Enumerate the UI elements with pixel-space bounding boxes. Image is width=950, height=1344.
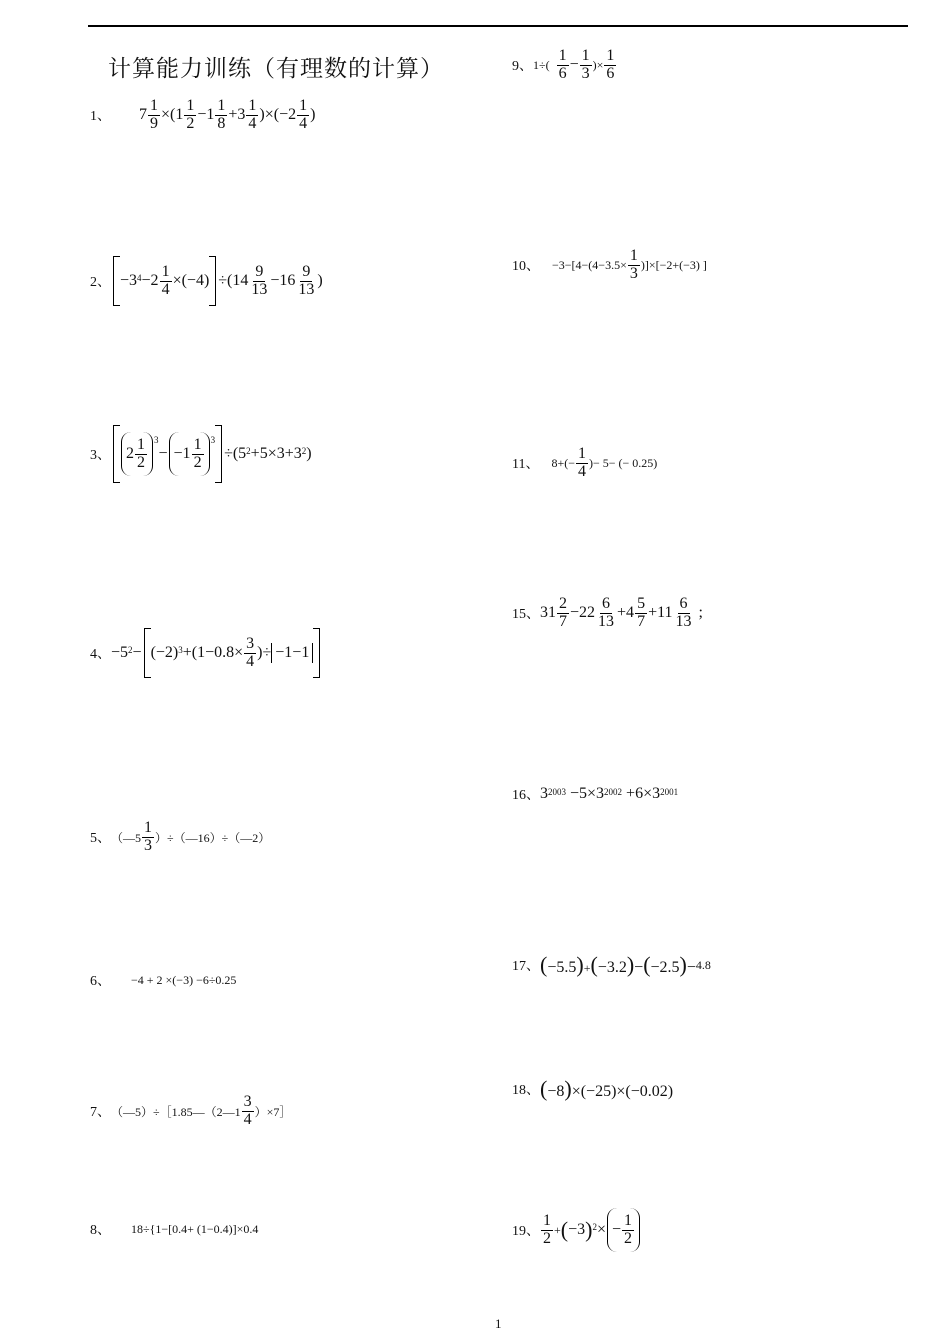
problem-number: 16、 [512,788,540,803]
problem-18 [512,1076,673,1102]
fraction: $\frac{1}{6}$ [606,47,615,82]
expression: −4 + 2 ×(−3) −6÷0.25 [131,972,237,987]
expression: −3 4 −2 $\frac{1}{4}$ ×(−4) ÷(14 $\frac{9}{13}$ −16 $\frac{9}{13}$ ) [111,256,323,306]
expression-part-b: )− 5− (− 0.25) [589,455,658,470]
page-title: 计算能力训练（有理数的计算） [108,56,444,81]
problem-3 [90,425,312,483]
problem-19 [512,1208,641,1252]
problem-number: 1、 [90,109,111,125]
problem-2 [90,256,323,306]
top-rule [88,25,908,27]
expression-part-a: （—5 [111,830,142,845]
expression: 7 $\frac{1}{9}$ ×(1 $\frac{1}{2}$ −1 $\frac{1}{8}$ +3 $\frac{1}{4}$ )×(−2 $\frac{1}{4}$ ) [139,97,316,132]
expression: 32003 −5×32002 +6×32001 [540,785,679,802]
expression-part-b: )× [592,57,604,72]
problem-11 [512,446,657,481]
problem-10 [512,248,707,283]
problem-number: 6、 [90,974,111,989]
problem-number: 3、 [90,448,111,463]
expression-part-b: ）×7］ [254,1104,292,1119]
expression: 31 $\frac{2}{7}$ −22 $\frac{6}{13}$ +4 $\frac{5}{7}$ +11 $\frac{6}{13}$ ; [540,595,703,630]
expression-part-b: ）÷（—16）÷（—2） [155,830,271,845]
fraction: $\frac{1}{3}$ [144,819,153,854]
problem-number: 19、 [512,1224,540,1239]
problem-number: 15、 [512,607,540,623]
problem-number: 10、 [512,259,540,275]
problem-number: 8、 [90,1223,111,1238]
expression-part-a: −3−[4−(4−3.5× [552,257,627,272]
fraction: $\frac{1}{4}$ [578,445,587,480]
problem-number: 9、 [512,59,533,75]
problem-number: 11、 [512,457,540,473]
expression-part-a: （—5）÷［1.85—（2—1 [111,1104,241,1119]
problem-number: 5、 [90,831,111,847]
expression: (−8)×(−25)×(−0.02) [540,1076,674,1101]
problem-number: 4、 [90,647,111,662]
problem-number: 17、 [512,959,540,974]
fraction: $\frac{1}{6}$ [558,47,567,82]
problem-number: 7、 [90,1105,111,1121]
problem-1 [90,98,315,133]
page-number: 1 [495,1316,502,1331]
problem-15 [512,596,703,631]
expression: $\frac{1}{2}$ + ( −3 ) 2 × − $\frac{1}{2}$ [540,1208,641,1252]
fraction: $\frac{3}{4}$ [243,1093,252,1128]
problem-8 [90,1219,258,1239]
problem-number: 18、 [512,1083,540,1098]
expression-part-a: 1÷( [533,57,550,72]
expression-tail: 4.8 [695,957,711,972]
expression: 2 $\frac{1}{2}$ 3 − −1 $\frac{1}{2}$ 3 ÷(5 2 +5×3+3 2 ) [111,425,312,483]
problem-17 [512,952,711,978]
fraction: $\frac{1}{3}$ [629,247,638,282]
problem-9: 9、 1÷( $\frac{1}{6}$ − $\frac{1}{3}$ )× $\frac{1}{6}$ [512,47,615,82]
problem-6 [90,970,236,990]
expression-part-a: 8+(− [551,455,576,470]
problem-4 [90,628,322,678]
expression: 18÷{1−[0.4+ (1−0.4)]×0.4 [131,1221,259,1236]
fraction: $\frac{1}{3}$ [581,47,590,82]
expression-part-b: )]×[−2+(−3) ] [640,257,707,272]
expression: −5 2 − (−2) 3 +(1−0.8× $\frac{3}{4}$ )÷ −1−1 [111,628,322,678]
problem-5 [90,820,270,855]
expression: (−5.5)+(−3.2)−(−2.5)− [540,952,696,977]
problem-16 [512,784,678,804]
problem-7 [90,1094,291,1129]
problem-number: 2、 [90,275,111,290]
